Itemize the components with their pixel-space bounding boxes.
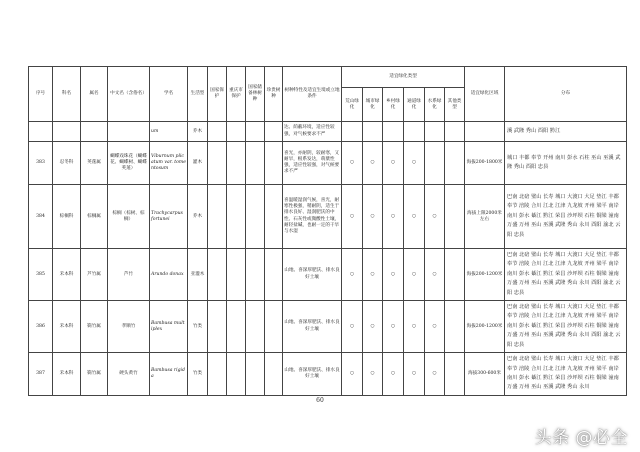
cell-sci-name xyxy=(150,142,188,185)
header-traits: 树种特性及适宜生境或立地条件 xyxy=(283,67,342,122)
cell-g-corridor: ○ xyxy=(404,249,425,301)
cell-dist: 巴南 北碚 璧山 长寿 城口 大渡口 大足 垫江 丰都 奉节 涪陵 合川 江北 江津 九龙坡 开州 梁平 南岸 南川 彭水 綦江 黔江 荣昌 沙坪坝 石柱 铜梁 潼南 万盛 万州 巫山 巫溪 武隆 秀山 永川 xyxy=(505,353,627,396)
cell-cq-protect xyxy=(227,249,246,301)
cell-cn-name: 蝴蝶戏珠花（蝴蝶花、蝴蝶树、蝴蝶荚蒾） xyxy=(108,142,150,185)
table-row xyxy=(29,122,627,142)
cell-genus: 箣竹属 xyxy=(81,353,108,396)
header-family: 科名 xyxy=(53,67,81,122)
cell-dist: 城口 丰都 奉节 开州 南川 彭水 石柱 巫山 巫溪 武隆 秀山 酉阳 忠县 xyxy=(505,142,627,185)
cell-family: 禾本科 xyxy=(53,353,81,396)
cell-dist: 巴南 北碚 璧山 长寿 城口 大渡口 大足 垫江 丰都 奉节 涪陵 合川 江北 江津 九龙坡 开州 梁平 南岸 南川 彭水 綦江 黔江 荣昌 沙坪坝 石柱 铜梁 潼南 万盛 万州 巫山 巫溪 武隆 秀山 永川 酉阳 渝北 云阳 忠县 xyxy=(505,249,627,301)
cell-seq: 385 xyxy=(29,249,53,301)
header-g-barren: 荒山绿化 xyxy=(342,88,363,122)
table-row xyxy=(29,301,627,353)
cell-rare xyxy=(265,142,283,185)
header-g-corridor: 通道绿化 xyxy=(404,88,425,122)
cell-family: 禾本科 xyxy=(53,249,81,301)
cell-cq-protect xyxy=(227,301,246,353)
cell-g-village: ○ xyxy=(383,185,404,249)
header-g-village: 乡村绿化 xyxy=(383,88,404,122)
cell-national-protect xyxy=(208,122,227,142)
cell-traits: 山地、喜深厚肥沃、排水良好土壤 xyxy=(283,301,342,353)
cell-national-protect xyxy=(208,353,227,396)
cell-national-reserve xyxy=(246,142,265,185)
header-life-form: 生活型 xyxy=(188,67,208,122)
header-cq-protect: 重庆市保护 xyxy=(227,67,246,122)
cell-g-village: ○ xyxy=(383,249,404,301)
cell-national-reserve xyxy=(246,301,265,353)
cell-g-barren xyxy=(342,122,363,142)
cell-national-protect xyxy=(208,301,227,353)
cell-family: 忍冬科 xyxy=(53,142,81,185)
cell-g-barren: ○ xyxy=(342,142,363,185)
cell-zone: 海拔上限2000米左右 xyxy=(465,185,505,249)
cell-g-barren: ○ xyxy=(342,249,363,301)
cell-national-protect xyxy=(208,142,227,185)
cell-cq-protect xyxy=(227,142,246,185)
cell-seq: 386 xyxy=(29,301,53,353)
cell-rare xyxy=(265,301,283,353)
cell-g-city: ○ xyxy=(363,249,383,301)
cell-g-city: ○ xyxy=(363,353,383,396)
cell-life-form: 亚灌木 xyxy=(188,249,208,301)
cell-g-village: ○ xyxy=(383,353,404,396)
cell-g-corridor: ○ xyxy=(404,142,425,185)
cell-g-city: ○ xyxy=(363,142,383,185)
cell-national-reserve xyxy=(246,249,265,301)
sci-name-text: Viburnum plicatum var. tomentosum xyxy=(151,154,186,171)
cell-traits: 山地、喜深厚肥沃、排水良好土壤 xyxy=(283,353,342,396)
cell-traits: 达、荫蔽环境，适应性较强，对气候要求不严 xyxy=(283,122,342,142)
cell-sci-name xyxy=(150,353,188,396)
sci-name-text: Arundo donax xyxy=(151,271,184,277)
cell-genus xyxy=(81,122,108,142)
header-g-water: 水系绿化 xyxy=(425,88,445,122)
cell-g-city xyxy=(363,122,383,142)
cell-g-village: ○ xyxy=(383,301,404,353)
header-genus: 属名 xyxy=(81,67,108,122)
cell-genus: 芦竹属 xyxy=(81,249,108,301)
cell-cn-name xyxy=(108,122,150,142)
cell-g-village: ○ xyxy=(383,142,404,185)
cell-cn-name: 硬头黄竹 xyxy=(108,353,150,396)
cell-zone: 海拔200-1200米 xyxy=(465,301,505,353)
cell-dist: 巴南 北碚 璧山 长寿 城口 大渡口 大足 垫江 丰都 奉节 涪陵 合川 江北 江津 九龙坡 开州 梁平 南岸 南川 彭水 綦江 黔江 荣昌 沙坪坝 石柱 铜梁 潼南 万盛 万州 巫山 巫溪 武隆 秀山 永川 酉阳 渝北 云阳 忠县 xyxy=(505,185,627,249)
cell-g-water: ○ xyxy=(425,301,445,353)
cell-life-form: 竹类 xyxy=(188,301,208,353)
cell-family: 棕榈科 xyxy=(53,185,81,249)
cell-g-city: ○ xyxy=(363,301,383,353)
cell-g-corridor: ○ xyxy=(404,185,425,249)
cell-g-other xyxy=(445,142,465,185)
header-sci-name: 学名 xyxy=(150,67,188,122)
sci-name-text: Bambusa multiplex xyxy=(151,320,185,332)
header-national-protect: 国家保护 xyxy=(208,67,227,122)
cell-life-form: 乔木 xyxy=(188,122,208,142)
cell-g-other xyxy=(445,353,465,396)
tree-species-table xyxy=(28,66,627,396)
cell-life-form: 乔木 xyxy=(188,185,208,249)
cell-g-corridor: ○ xyxy=(404,353,425,396)
cell-zone: 海拔300-600米 xyxy=(465,353,505,396)
cell-national-protect xyxy=(208,185,227,249)
sci-name-text: Bambusa rigida xyxy=(151,368,185,379)
cell-dist: 溪 武隆 秀山 酉阳 黔江 xyxy=(505,122,627,142)
header-greening-group: 适宜绿化类型 xyxy=(342,67,465,88)
cell-family xyxy=(53,122,81,142)
cell-national-reserve xyxy=(246,353,265,396)
table-row xyxy=(29,249,627,301)
cell-sci-name xyxy=(150,185,188,249)
cell-seq xyxy=(29,122,53,142)
cell-rare xyxy=(265,185,283,249)
cell-genus: 箣竹属 xyxy=(81,301,108,353)
cell-cq-protect xyxy=(227,353,246,396)
cell-rare xyxy=(265,249,283,301)
cell-traits: 喜温暖湿润气候，喜光，耐寒性极强，稍耐阴，适生于排水良好、湿润肥沃的中性、石灰性或微酸性土壤，耐轻盐碱，也耐一定的干旱与水湿 xyxy=(283,185,342,249)
table-row xyxy=(29,353,627,396)
header-national-reserve: 国家储备林树种 xyxy=(246,67,265,122)
cell-g-corridor xyxy=(404,122,425,142)
cell-g-other xyxy=(445,301,465,353)
header-g-city: 城市绿化 xyxy=(363,88,383,122)
cell-family: 禾本科 xyxy=(53,301,81,353)
cell-zone xyxy=(465,122,505,142)
cell-g-water: ○ xyxy=(425,185,445,249)
cell-sci-name xyxy=(150,249,188,301)
cell-traits: 喜光，亦耐阴，较耐寒，又耐旱，根系发达，萌蘖性强，适应性较强，对气候要求不严 xyxy=(283,142,342,185)
cell-national-protect xyxy=(208,249,227,301)
cell-g-barren: ○ xyxy=(342,301,363,353)
cell-g-village xyxy=(383,122,404,142)
cell-national-reserve xyxy=(246,185,265,249)
cell-cq-protect xyxy=(227,185,246,249)
sci-name-text: um xyxy=(151,128,159,134)
cell-seq: 387 xyxy=(29,353,53,396)
cell-genus: 棕榈属 xyxy=(81,185,108,249)
header-rare: 珍贵树种 xyxy=(265,67,283,122)
cell-g-other xyxy=(445,249,465,301)
cell-life-form: 竹类 xyxy=(188,353,208,396)
cell-g-barren: ○ xyxy=(342,353,363,396)
header-g-other: 其他类型 xyxy=(445,88,465,122)
header-zone: 适宜绿化区域 xyxy=(465,67,505,122)
cell-sci-name xyxy=(150,301,188,353)
header-seq: 序号 xyxy=(29,67,53,122)
cell-seq: 384 xyxy=(29,185,53,249)
cell-g-water xyxy=(425,142,445,185)
cell-life-form: 灌木 xyxy=(188,142,208,185)
header-dist: 分布 xyxy=(505,67,627,122)
cell-cn-name: 孝顺竹 xyxy=(108,301,150,353)
cell-cq-protect xyxy=(227,122,246,142)
cell-g-other xyxy=(445,122,465,142)
cell-rare xyxy=(265,122,283,142)
cell-g-corridor: ○ xyxy=(404,301,425,353)
cell-g-water: ○ xyxy=(425,353,445,396)
page-number: 60 xyxy=(316,397,324,404)
cell-zone: 海拔200-1800米 xyxy=(465,142,505,185)
cell-g-city: ○ xyxy=(363,185,383,249)
cell-g-barren: ○ xyxy=(342,185,363,249)
cell-cn-name: 棕榈（棕树、棕榈） xyxy=(108,185,150,249)
cell-cn-name: 芦竹 xyxy=(108,249,150,301)
cell-dist: 巴南 北碚 璧山 长寿 城口 大渡口 大足 垫江 丰都 奉节 涪陵 合川 江北 江津 九龙坡 开州 梁平 南岸 南川 彭水 綦江 黔江 荣昌 沙坪坝 石柱 铜梁 潼南 万盛 万州 巫山 巫溪 武隆 秀山 永川 酉阳 渝北 云阳 忠县 xyxy=(505,301,627,353)
cell-sci-name xyxy=(150,122,188,142)
cell-seq: 383 xyxy=(29,142,53,185)
cell-national-reserve xyxy=(246,122,265,142)
cell-rare xyxy=(265,353,283,396)
header-cn-name: 中文名（含俗名） xyxy=(108,67,150,122)
header-row xyxy=(29,67,627,88)
table-row xyxy=(29,142,627,185)
cell-g-water: ○ xyxy=(425,249,445,301)
cell-zone: 海拔200-1200米 xyxy=(465,249,505,301)
sci-name-text: Trachycarpus fortunei xyxy=(151,210,183,222)
watermark: 头条 @必全 xyxy=(534,428,628,448)
table-row xyxy=(29,185,627,249)
cell-genus: 荚蒾属 xyxy=(81,142,108,185)
cell-g-other xyxy=(445,185,465,249)
cell-g-water xyxy=(425,122,445,142)
cell-traits: 山地、喜深厚肥沃、排水良好土壤 xyxy=(283,249,342,301)
